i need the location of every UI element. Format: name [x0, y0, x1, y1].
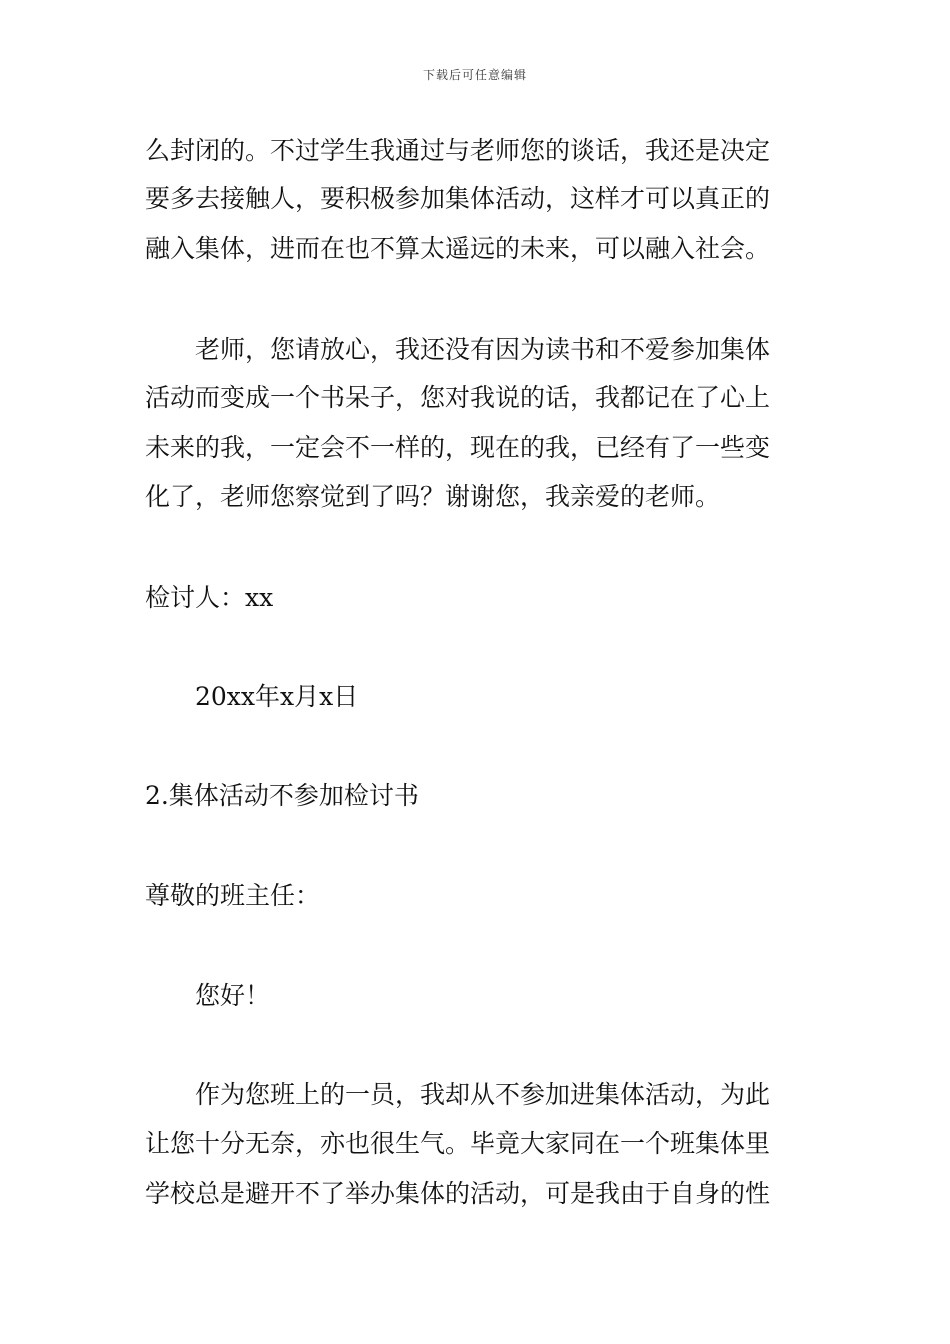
salutation-line: 尊敬的班主任：	[145, 881, 321, 910]
paragraph2-line-3: 未来的我，一定会不一样的，现在的我，已经有了一些变	[145, 433, 771, 462]
date-line: 20xx年x月x日	[195, 682, 359, 711]
paragraph1-line-2: 要多去接触人，要积极参加集体活动，这样才可以真正的	[145, 184, 771, 213]
paragraph3-line-2: 让您十分无奈，亦也很生气。毕竟大家同在一个班集体里	[145, 1129, 771, 1158]
signature-line: 检讨人：xx	[145, 583, 274, 612]
paragraph2-line-4: 化了，老师您察觉到了吗？谢谢您，我亲爱的老师。	[145, 482, 721, 511]
paragraph3-line-1: 作为您班上的一员，我却从不参加进集体活动，为此	[195, 1080, 771, 1109]
greeting-line: 您好！	[195, 981, 271, 1010]
paragraph2-line-2: 活动而变成一个书呆子，您对我说的话，我都记在了心上	[145, 383, 771, 412]
page-header: 下载后可任意编辑	[422, 68, 527, 82]
paragraph2-line-1: 老师，您请放心，我还没有因为读书和不爱参加集体	[195, 335, 771, 364]
paragraph1-line-1: 么封闭的。不过学生我通过与老师您的谈话，我还是决定	[145, 136, 771, 165]
section-title: 2.集体活动不参加检讨书	[145, 781, 419, 810]
paragraph3-line-3: 学校总是避开不了举办集体的活动，可是我由于自身的性	[145, 1179, 771, 1208]
paragraph1-line-3: 融入集体，进而在也不算太遥远的未来，可以融入社会。	[145, 234, 771, 263]
